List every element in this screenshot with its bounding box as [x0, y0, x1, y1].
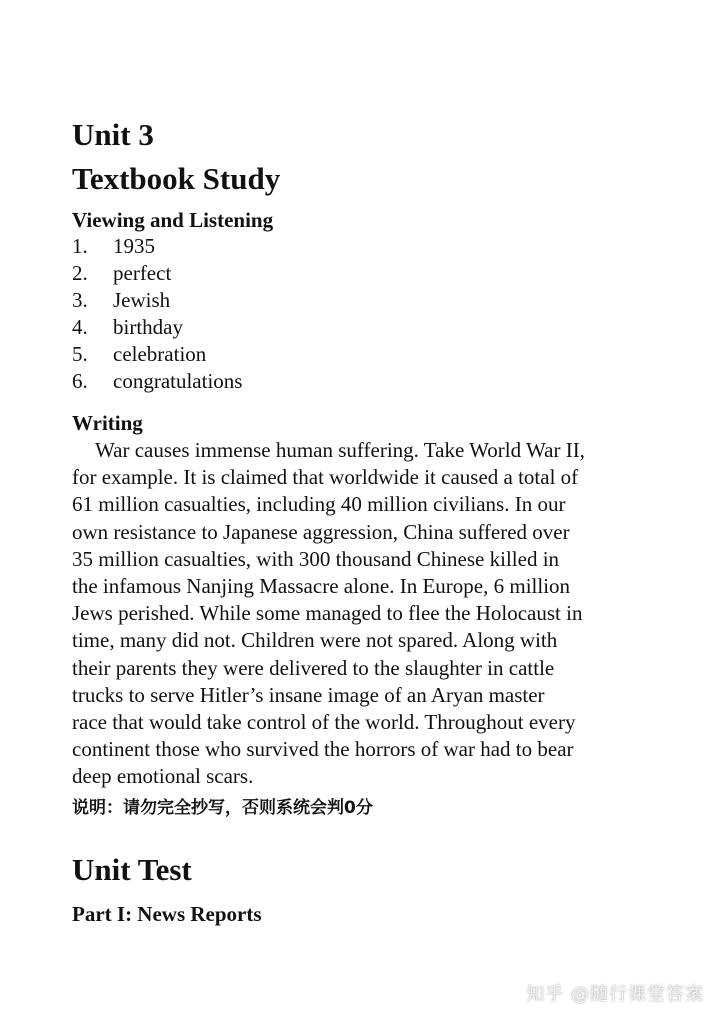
copy-warning-note: 说明：请勿完全抄写，否则系统会判0分: [72, 798, 373, 818]
answer-text: Jewish: [113, 288, 171, 312]
paragraph-line: War causes immense human suffering. Take World War II,: [95, 438, 585, 462]
unit-test-title: Unit Test: [72, 852, 192, 887]
answer-number: 1.: [72, 234, 88, 258]
paragraph-line: 61 million casualties, including 40 million civilians. In our: [72, 492, 566, 517]
answer-text: congratulations: [113, 369, 243, 393]
paragraph-line: 35 million casualties, with 300 thousand Chinese killed in: [72, 546, 560, 571]
section-title: Textbook Study: [72, 161, 281, 196]
paragraph-line: the infamous Nanjing Massacre alone. In Europe, 6 million: [72, 574, 571, 599]
paragraph-line: Jews perished. While some managed to flee the Holocaust in: [72, 601, 583, 626]
answer-number: 6.: [72, 369, 88, 393]
paragraph-line: time, many did not. Children were not spared. Along with: [72, 628, 558, 653]
paragraph-line: own resistance to Japanese aggression, China suffered over: [72, 519, 570, 544]
answer-number: 4.: [72, 315, 88, 339]
paragraph-line: continent those who survived the horrors of war had to bear: [72, 737, 574, 762]
answer-number: 5.: [72, 342, 88, 366]
writing-paragraph: [72, 437, 662, 791]
answer-text: celebration: [113, 342, 207, 366]
list-item: [72, 287, 242, 314]
list-item: [72, 260, 242, 287]
answer-number: 3.: [72, 288, 88, 312]
answer-text: birthday: [113, 315, 183, 339]
answer-list: [72, 233, 242, 395]
writing-heading: Writing: [72, 411, 143, 435]
unit-title: Unit 3: [72, 117, 154, 152]
viewing-listening-heading: Viewing and Listening: [72, 208, 274, 232]
list-item: [72, 233, 242, 260]
paragraph-line: race that would take control of the world. Throughout every: [72, 710, 576, 735]
paragraph-line: for example. It is claimed that worldwide it caused a total of: [72, 465, 579, 490]
list-item: [72, 341, 242, 368]
paragraph-line: trucks to serve Hitler’s insane image of an Aryan master: [72, 682, 545, 707]
watermark-text: 知乎 @随行课堂答案: [526, 984, 704, 1005]
paragraph-line: their parents they were delivered to the slaughter in cattle: [72, 655, 555, 680]
part-one-heading: Part I: News Reports: [72, 902, 262, 926]
list-item: [72, 368, 242, 395]
paragraph-line: deep emotional scars.: [72, 764, 254, 789]
answer-text: perfect: [113, 261, 172, 285]
answer-number: 2.: [72, 261, 88, 285]
answer-text: 1935: [113, 234, 155, 258]
list-item: [72, 314, 242, 341]
